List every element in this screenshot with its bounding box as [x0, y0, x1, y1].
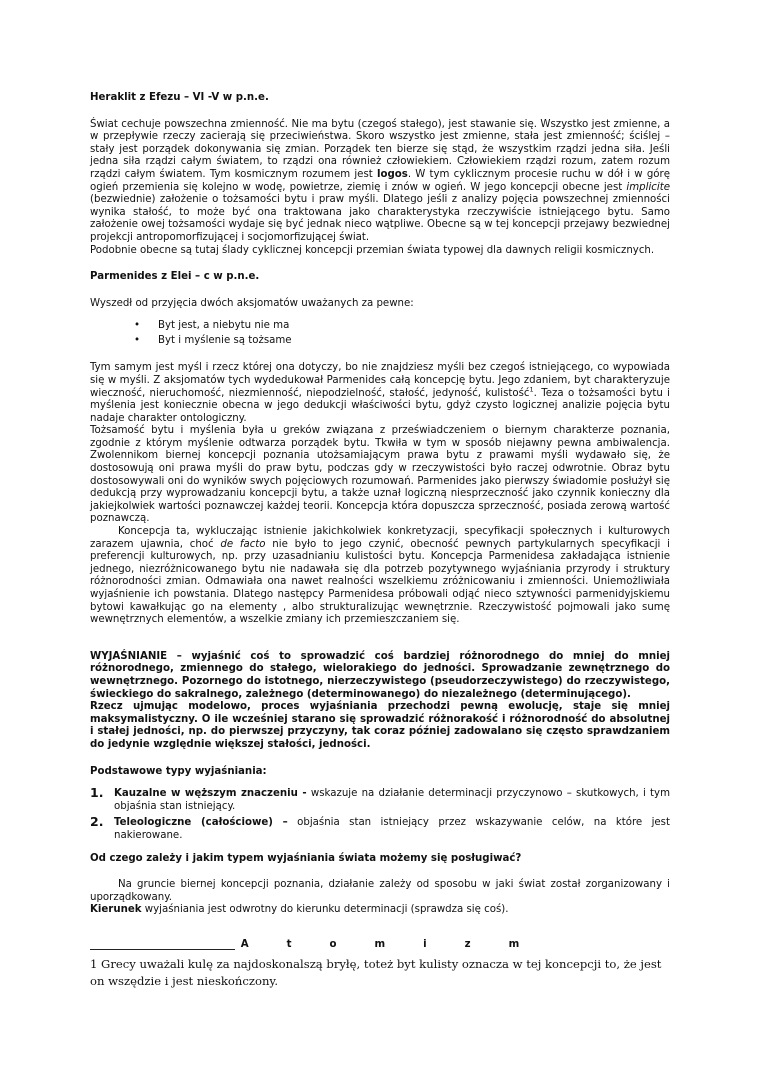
type-item	[90, 814, 670, 842]
footnote-reference[interactable]: 1	[529, 385, 534, 394]
heraklit-heading: Heraklit z Efezu – VI -V w p.n.e.	[90, 92, 269, 103]
type-number: 1.	[90, 785, 104, 801]
question-heading: Od czego zależy i jakim typem wyjaśniania świata możemy się posługiwać?	[90, 852, 522, 864]
kierunek-paragraph	[90, 904, 670, 917]
parmenides-text-c: Koncepcja ta, wykluczając istnienie jakichkolwiek konkretyzacji, specyfikacji społecznych i kulturowych zarazem ujawnia, choć	[90, 526, 670, 550]
axiom-item: • Byt jest, a niebytu nie ma	[158, 318, 670, 333]
heraklit-text-a: Świat cechuje powszechna zmienność. Nie ma bytu (czegoś stałego), jest stawanie się. Wszystko jest zmienne, a w przepływie rzeczy zacierają się przeciwieństwa. Skoro wszystko jest zmienne, stała jest zmienność; ściślej – stały jest porządek dokonywania się zmian. Porządek ten bierze się stąd, że wszystkim rządzi jedna siła. Jeśli jedna siła rządzi całym światem, to rządzi ona również człowiekiem. Człowiekiem rządzi rozum, zatem rozum rządzi całym światem. Tym kosmicznym rozumem jest	[90, 118, 670, 180]
type-number: 2.	[90, 814, 104, 830]
type-label: Teleologiczne (całościowe) –	[114, 817, 288, 829]
wyjasnianie-paragraph-2: Rzecz ujmując modelowo, proces wyjaśniania przechodzi pewną ewolucję, staje się mniej maksymalistyczny. O ile wcześniej starano się sprowadzić różnorakość i różnorodność do absolutnej i stałej jedności, np. do pierwszej przyczyny, tak coraz później zadowalano się często sprawdzaniem do jedynie względnie większej stałości, jedności.	[90, 701, 670, 750]
kierunek-text: wyjaśniania jest odwrotny do kierunku determinacji (sprawdza się coś).	[141, 904, 509, 916]
kierunek-label: Kierunek	[90, 904, 142, 916]
types-heading: Podstawowe typy wyjaśniania:	[90, 765, 267, 777]
wyjasnianie-label: WYJAŚNIANIE	[90, 650, 168, 662]
parmenides-paragraph-1	[90, 362, 670, 425]
heraklit-text-c: (bezwiednie) założenie o tożsamości bytu i praw myśli. Dlatego jeśli z analizy pojęcia powszechnej zmienności wynika stałość, to może być ona traktowana jako charakterystyka rzeczywiście istniejącego bytu. Samo założenie owej tożsamości wydaje się być jednak nieco wątpliwe. Obecne są w tej koncepcji przejawy bezwiednej projekcji antropomorfizującej i socjomorfizującej świat.	[90, 194, 670, 243]
type-text: objaśnia stan istniejący przez wskazywanie celów, na które jest nakierowane.	[114, 817, 670, 841]
logos-term: logos	[376, 168, 408, 180]
de-facto-term: de facto	[220, 538, 266, 550]
parmenides-text-a: Tym samym jest myśl i rzecz której ona dotyczy, bo nie znajdziesz myśli bez czegoś istniejącego, co wypowiada się w myśli. Z aksjomatów tych wydedukował Parmenides całą koncepcję bytu. Jego zdaniem, byt charakteryzuje wieczność, nieruchomość, niezmienność, niepodzielność, stałość, jedyność, kulistość	[90, 362, 670, 399]
heraklit-text-b: . W tym cyklicznym procesie ruchu w dół i w górę ogień przemienia się kolejno w wodę, powietrze, ziemię i znów w ogień. W jego koncepcji obecne jest	[90, 168, 670, 193]
heraklit-paragraph	[90, 119, 670, 245]
parmenides-text-b: . Teza o tożsamości bytu i myślenia jest koniecznie obecna w jego dedukcji właściwości bytu, gdyż czysto logicznej analizie pojęcia bytu nadaje charakter ontologiczny.	[90, 387, 671, 424]
type-text: wskazuje na działanie determinacji przyczynowo – skutkowych, i tym objaśnia stan istniejący.	[114, 788, 670, 812]
parmenides-paragraph-2: Tożsamość bytu i myślenia była u greków związana z przeświadczeniem o biernym charakterze poznania, zgodnie z którym myślenie odtwarza porządek bytu. Tkwiła w tym w sposób niejawny pewna ambiwalencja. Zwolennikom biernej koncepcji poznania utożsamiającym prawa bytu z prawami myśli wydawało się, że dostosowują oni prawa myśli do praw bytu, podczas gdy w rzeczywistości było raczej odwrotnie. Obraz bytu dostosowywali oni do wyników swych pojęciowych rozumowań. Parmenides jako pierwszy świadomie posłużył się dedukcją przy wyprowadzaniu koncepcji bytu, a także uznał logiczną niesprzeczność jako czynnik konieczny dla jakiejkolwiek wartości poznawczej każdej teorii. Koncepcja która dopuszcza sprzeczność, posiada zerową wartość poznawczą.	[90, 425, 670, 525]
parmenides-text-d: nie było to jego czynić, obecność pewnych partykularnych specyfikacji i preferencji kulturowych, np. przy uzasadnianiu kulistości bytu. Koncepcja Parmenidesa zakładająca istnienie jednego, niezróżnicowanego bytu nie nadawała się dla potrzeb pozytywnego wyjaśniania przyrody i struktury różnorodności zmian. Odmawiała ona nawet realności wszelkiemu zróżnicowaniu i zmienności. Uniemożliwiała wyjaśnienie ich powstania. Dlatego następcy Parmenidesa próbowali odjąć nieco sztywności parmenidyjskiemu bytowi kawałkując go na elementy , albo strukturalizując wewnętrznie. Rzeczywistość pojmowali jako sumę wewnętrznych elementów, a wszelkie zmiany ich przemieszczaniem się.	[90, 538, 670, 626]
document-body	[90, 92, 670, 951]
implicite-term: implicite	[626, 181, 670, 193]
wyjasnianie-definition	[90, 651, 670, 701]
type-item	[90, 785, 670, 813]
parmenides-intro: Wyszedł od przyjęcia dwóch aksjomatów uważanych za pewne:	[90, 297, 414, 309]
parmenides-paragraph-3	[90, 526, 670, 627]
footnote-divider	[90, 949, 235, 950]
type-label: Kauzalne w węższym znaczeniu -	[114, 788, 307, 800]
answer-paragraph: Na gruncie biernej koncepcji poznania, działanie zależy od sposobu w jaki świat został zorganizowany i uporządkowany.	[90, 879, 670, 903]
footnote: 1 Grecy uważali kulę za najdoskonalszą bryłę, toteż byt kulisty oznacza w tej koncepcji to, że jest on wszędzie i jest nieskończony.	[90, 957, 662, 988]
atomizm-heading: Atomizm	[240, 938, 558, 950]
heraklit-paragraph-2: Podobnie obecne są tutaj ślady cyklicznej koncepcji przemian świata typowej dla dawnych religii kosmicznych.	[90, 244, 655, 256]
parmenides-heading: Parmenides z Elei – c w p.n.e.	[90, 271, 260, 283]
axioms-list	[90, 318, 670, 348]
axiom-item: • Byt i myślenie są tożsame	[158, 333, 670, 348]
wyjasnianie-text: – wyjaśnić coś to sprowadzić coś bardziej różnorodnego do mniej do mniej różnorodnego, zmiennego do stałego, wielorakiego do jedności. Sprowadzanie zewnętrznego do wewnętrznego. Pozornego do istotnego, nierzeczywistego (pseudorzeczywistego) do rzeczywistego, świeckiego do sakralnego, zależnego (determinowanego) do niezależnego (determinującego).	[90, 650, 670, 700]
types-list	[90, 785, 670, 842]
